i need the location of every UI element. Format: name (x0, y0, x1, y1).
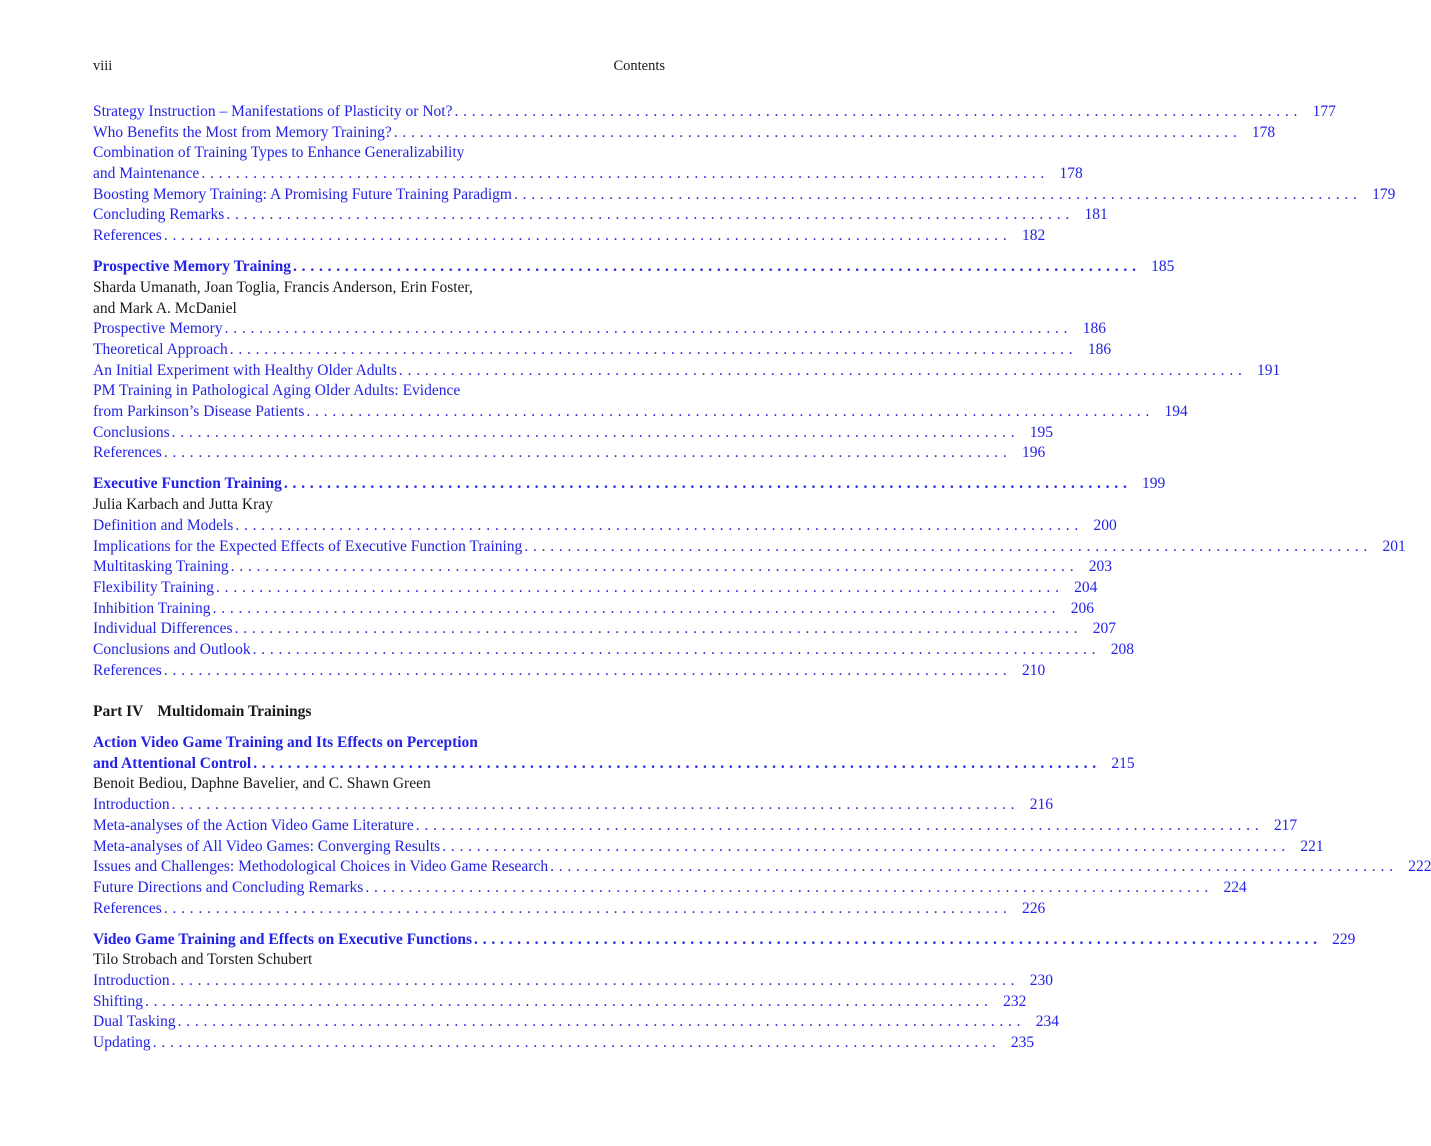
toc-entry[interactable]: Flexibility Training . . . 204 (93, 578, 665, 599)
contents-page (93, 58, 1431, 1054)
running-head (93, 58, 665, 80)
toc-entry[interactable]: Inhibition Training . . . 206 (93, 599, 665, 620)
toc-entry[interactable]: Introduction . . . 216 (93, 795, 665, 816)
toc-entry[interactable]: Strategy Instruction – Manifestations of Plasticity or Not? . . . 177 (93, 102, 665, 123)
table-of-contents (93, 102, 1431, 1054)
toc-entry[interactable]: Future Directions and Concluding Remarks . . . 224 (93, 878, 665, 899)
toc-entry[interactable]: Concluding Remarks . . . 181 (93, 205, 665, 226)
page-number: viii (93, 58, 113, 74)
toc-entry[interactable]: Individual Differences . . . 207 (93, 619, 665, 640)
toc-entry[interactable]: Dual Tasking . . . 234 (93, 1012, 665, 1033)
toc-entry[interactable]: Meta-analyses of All Video Games: Converging Results . . . 221 (93, 837, 665, 858)
toc-entry[interactable]: Conclusions and Outlook . . . 208 (93, 640, 665, 661)
toc-entry[interactable]: References . . . 226 (93, 899, 665, 920)
toc-entry[interactable]: Shifting . . . 232 (93, 992, 665, 1013)
toc-entry[interactable]: References . . . 210 (93, 661, 665, 682)
toc-entry[interactable]: Conclusions . . . 195 (93, 423, 665, 444)
toc-entry[interactable]: and Maintenance . . . 178 (93, 164, 665, 185)
chapter-authors: and Mark A. McDaniel (93, 299, 237, 317)
chapter-authors: Tilo Strobach and Torsten Schubert (93, 951, 313, 969)
toc-entry[interactable]: An Initial Experiment with Healthy Older Adults . . . 191 (93, 361, 665, 382)
toc-entry[interactable]: Theoretical Approach . . . 186 (93, 340, 665, 361)
toc-entry[interactable]: Multitasking Training . . . 203 (93, 557, 665, 578)
toc-entry[interactable]: Definition and Models . . . 200 (93, 516, 665, 537)
chapter-title[interactable]: Video Game Training and Effects on Executive Functions . . . 229 (93, 930, 665, 951)
chapter-title[interactable]: Executive Function Training . . . 199 (93, 474, 665, 495)
toc-entry[interactable]: Boosting Memory Training: A Promising Future Training Paradigm . . . 179 (93, 185, 665, 206)
toc-entry[interactable]: Introduction . . . 230 (93, 971, 665, 992)
toc-entry[interactable]: Meta-analyses of the Action Video Game Literature . . . 217 (93, 816, 665, 837)
toc-entry[interactable]: References . . . 182 (93, 226, 665, 247)
chapter-title[interactable]: and Attentional Control . . . 215 (93, 754, 665, 775)
toc-entry[interactable]: from Parkinson’s Disease Patients . . . 194 (93, 402, 665, 423)
part-number: Part IV (93, 703, 144, 721)
toc-entry-line1[interactable]: Combination of Training Types to Enhance Generalizability (93, 144, 465, 162)
chapter-title[interactable]: Prospective Memory Training . . . 185 (93, 257, 665, 278)
chapter-title-line1[interactable]: Action Video Game Training and Its Effects on Perception (93, 734, 478, 752)
toc-entry[interactable]: References . . . 196 (93, 443, 665, 464)
toc-entry[interactable]: Issues and Challenges: Methodological Choices in Video Game Research . . . 222 (93, 857, 665, 878)
toc-entry[interactable]: Prospective Memory . . . 186 (93, 319, 665, 340)
section-title: Contents (613, 58, 665, 74)
chapter-authors: Sharda Umanath, Joan Toglia, Francis Anderson, Erin Foster, (93, 278, 473, 296)
toc-entry-line1[interactable]: PM Training in Pathological Aging Older Adults: Evidence (93, 382, 461, 400)
chapter-authors: Benoit Bediou, Daphne Bavelier, and C. Shawn Green (93, 775, 431, 793)
toc-entry[interactable]: Updating . . . 235 (93, 1033, 665, 1054)
toc-entry[interactable]: Implications for the Expected Effects of Executive Function Training . . . 201 (93, 537, 665, 558)
part-heading (93, 702, 665, 723)
chapter-authors: Julia Karbach and Jutta Kray (93, 496, 273, 514)
part-title: Multidomain Trainings (157, 703, 312, 721)
toc-entry[interactable]: Who Benefits the Most from Memory Training? . . . 178 (93, 123, 665, 144)
